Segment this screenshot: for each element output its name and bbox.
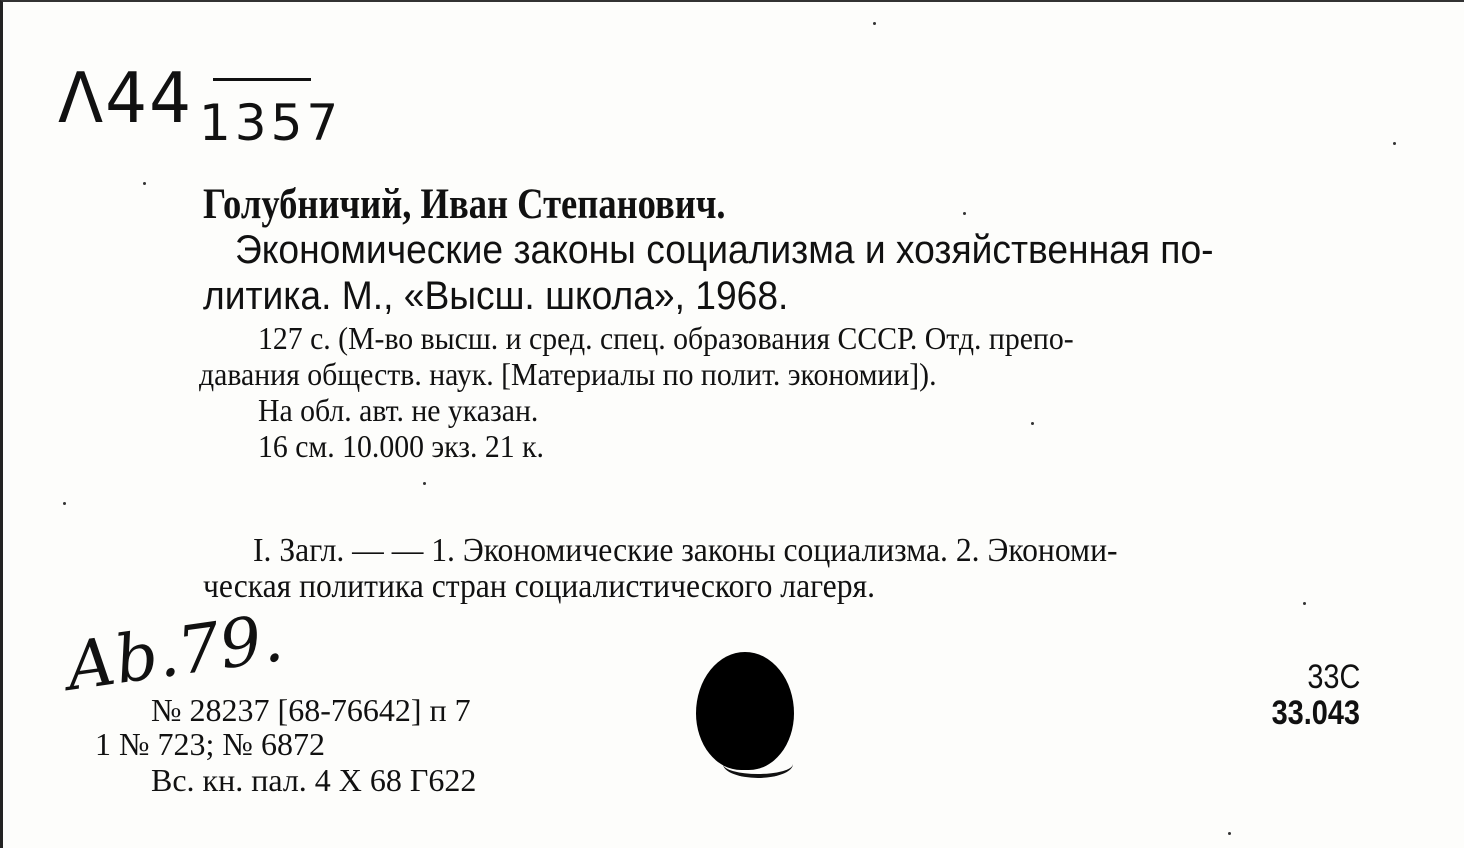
shelf-mark-divider: [213, 78, 311, 81]
class-code-2: 33.043: [1271, 694, 1360, 732]
record-number: № 28237 [68-76642] п 7: [151, 692, 471, 728]
subjects-line-1: I. Загл. — — 1. Экономические законы социализма. 2. Экономи-: [253, 532, 1118, 569]
collation-line-2: давания обществ. наук. [Материалы по полит. экономии]).: [199, 356, 937, 392]
speck: [1031, 422, 1034, 425]
class-code-1: 33С: [1306, 658, 1360, 696]
speck: [63, 502, 66, 505]
collation-line-1: 127 с. (М-во высш. и сред. спец. образования СССР. Отд. препо-: [258, 320, 1074, 356]
handwritten-note: Аb.79.: [60, 599, 288, 706]
speck: [143, 182, 146, 185]
author-heading: Голубничий, Иван Степанович.: [203, 181, 726, 228]
title-line-1: Экономические законы социализма и хозяйственная по-: [235, 228, 1214, 272]
book-chamber-line: Вс. кн. пал. 4 Х 68 Г622: [151, 762, 477, 798]
speck: [963, 212, 966, 215]
speck: [873, 22, 876, 25]
author-note: На обл. авт. не указан.: [258, 392, 539, 428]
shelf-mark-left: Λ44: [58, 58, 194, 139]
speck: [423, 482, 426, 485]
speck: [1393, 142, 1396, 145]
subjects-line-2: ческая политика стран социалистического лагеря.: [203, 568, 875, 605]
speck: [1228, 832, 1231, 835]
title-line-2: литика. М., «Высш. школа», 1968.: [203, 274, 789, 318]
shelf-mark-right: 1357: [199, 94, 343, 152]
size-print-run: 16 см. 10.000 экз. 21 к.: [258, 428, 544, 464]
record-number-2: 1 № 723; № 6872: [95, 726, 325, 762]
punch-hole-mark: [723, 750, 793, 778]
speck: [1303, 602, 1306, 605]
